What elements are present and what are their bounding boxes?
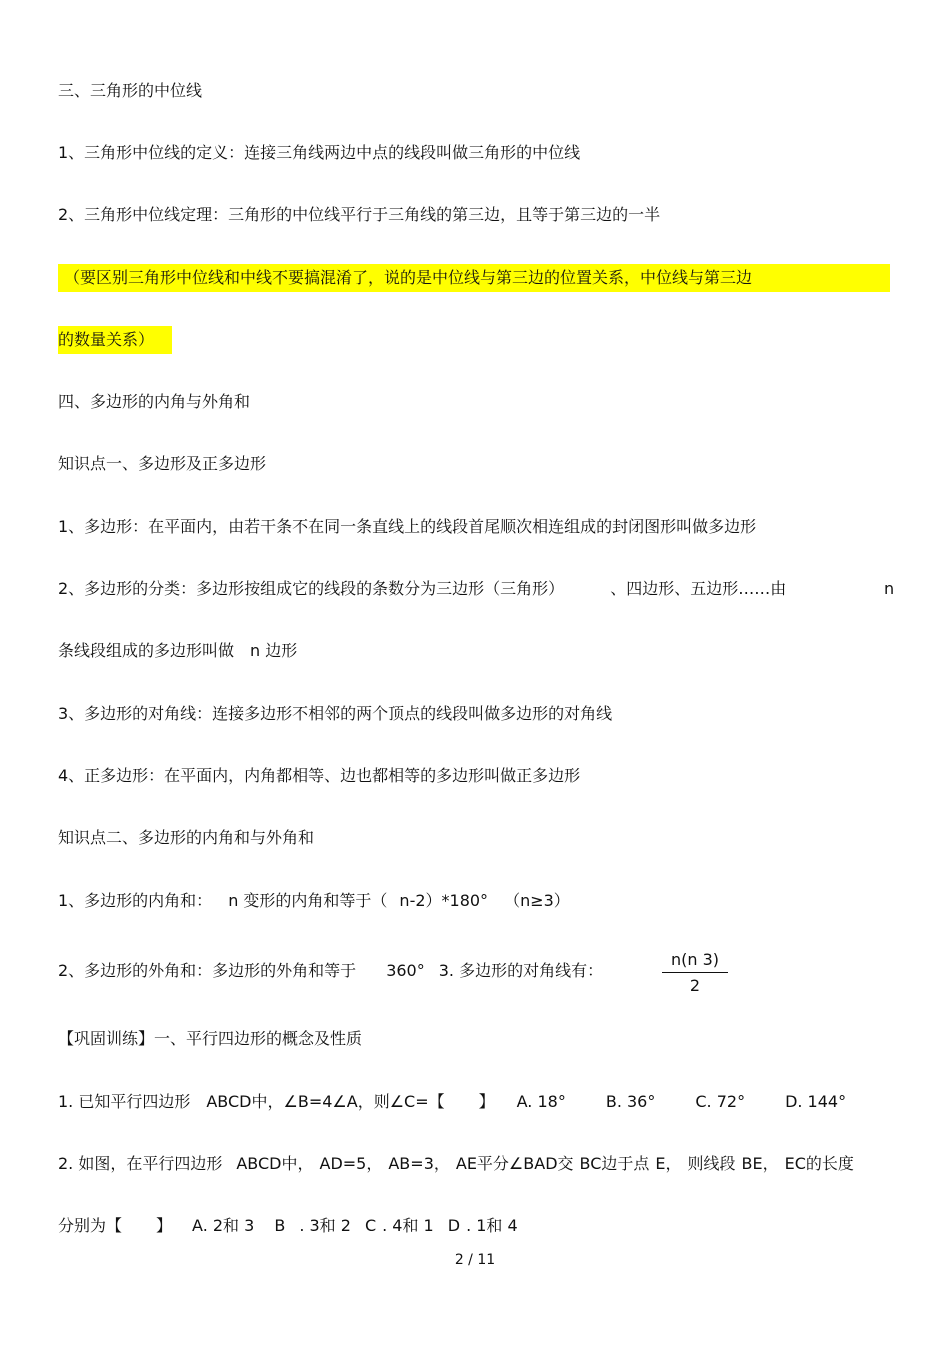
polygon-definition: 1、多边形：在平面内，由若干条不在同一条直线上的线段首尾顺次相连组成的封闭图形叫做多边形 [58,517,757,536]
interior-angle-sum [58,890,570,912]
q2-text-d: AB=3， [388,1154,450,1173]
highlight-note-line1: （要区别三角形中位线和中线不要搞混淆了，说的是中位线与第三边的位置关系，中位线与第三边 [64,268,753,287]
q1-text-b: ABCD中，∠B=4∠A，则∠C=【 [206,1092,445,1111]
diagonal-definition: 3、多边形的对角线：连接多边形不相邻的两个顶点的线段叫做多边形的对角线 [58,704,613,723]
q2-text-h: 则线段 [687,1154,736,1173]
q2-option-b: . 3和 2 [299,1216,351,1235]
q2-option-d-letter: D [447,1216,461,1235]
classification-text-a: 2、多边形的分类：多边形按组成它的线段的条数分为三边形（三角形） [58,579,565,598]
q2-text-g: E， [655,1154,682,1173]
interior-condition: （n≥3） [504,891,570,910]
interior-text-b: n 变形的内角和等于（ [228,891,388,910]
practice-heading: 【巩固训练】一、平行四边形的概念及性质 [58,1029,363,1048]
q2-text-j: EC的长度 [784,1154,854,1173]
q2-option-c-letter: C [364,1216,377,1235]
classification-text-b: 、四边形、五边形……由 [610,579,787,598]
question-2 [58,1153,854,1175]
n-gon-text-b: n 边形 [250,641,298,660]
n-gon-definition [58,640,297,662]
midline-theorem: 2、三角形中位线定理：三角形的中位线平行于三角线的第三边，且等于第三边的一半 [58,205,661,224]
midline-definition: 1、三角形中位线的定义：连接三角线两边中点的线段叫做三角形的中位线 [58,143,581,162]
interior-text-a: 1、多边形的内角和： [58,891,213,910]
exterior-angle-sum [58,960,603,982]
question-2-options [58,1215,518,1237]
classification-n: n [884,579,895,598]
highlight-note-line2: 的数量关系） [58,330,155,349]
diagonal-count-text: 3. 多边形的对角线有： [438,961,604,980]
knowledge-point-2: 知识点二、多边形的内角和与外角和 [58,828,315,847]
regular-polygon-definition: 4、正多边形：在平面内，内角都相等、边也都相等的多边形叫做正多边形 [58,766,581,785]
q1-option-a: A. 18° [516,1092,566,1111]
q2-bracket-close: 】 [156,1216,173,1235]
q1-option-c: C. 72° [695,1092,746,1111]
q2-answer-prefix: 分别为【 [58,1216,123,1235]
q1-text-a: 1. 已知平行四边形 [58,1092,191,1111]
question-1 [58,1091,846,1113]
q1-option-b: B. 36° [605,1092,656,1111]
q2-text-e: AE平分∠BAD交 [455,1154,574,1173]
q2-option-c: . 4和 1 [382,1216,434,1235]
q2-option-d: . 1和 4 [466,1216,518,1235]
q2-text-i: BE， [741,1154,779,1173]
fraction-numerator: n(n 3) [670,950,720,969]
exterior-text-a: 2、多边形的外角和：多边形的外角和等于 [58,961,357,980]
q2-text-a: 2. 如图，在平行四边形 [58,1154,223,1173]
fraction-bar [662,972,728,973]
q1-bracket-close: 】 [478,1092,495,1111]
interior-formula: n-2）*180° [399,891,489,910]
q1-option-d: D. 144° [785,1092,847,1111]
n-gon-text-a: 条线段组成的多边形叫做 [58,641,235,660]
section-heading-polygon-angles: 四、多边形的内角与外角和 [58,392,251,411]
q2-text-b: ABCD中， [236,1154,314,1173]
fraction-denominator: 2 [689,976,701,995]
diagonal-formula-fraction [662,950,728,996]
q2-text-c: AD=5， [319,1154,383,1173]
polygon-classification [58,578,786,600]
section-heading-midline: 三、三角形的中位线 [58,81,203,100]
q2-text-f: BC边于点 [579,1154,650,1173]
knowledge-point-1: 知识点一、多边形及正多边形 [58,454,267,473]
page-number: 2 / 11 [454,1252,496,1268]
exterior-value: 360° [386,961,425,980]
q2-option-b-letter: B [274,1216,286,1235]
q2-option-a: A. 2和 3 [192,1216,255,1235]
